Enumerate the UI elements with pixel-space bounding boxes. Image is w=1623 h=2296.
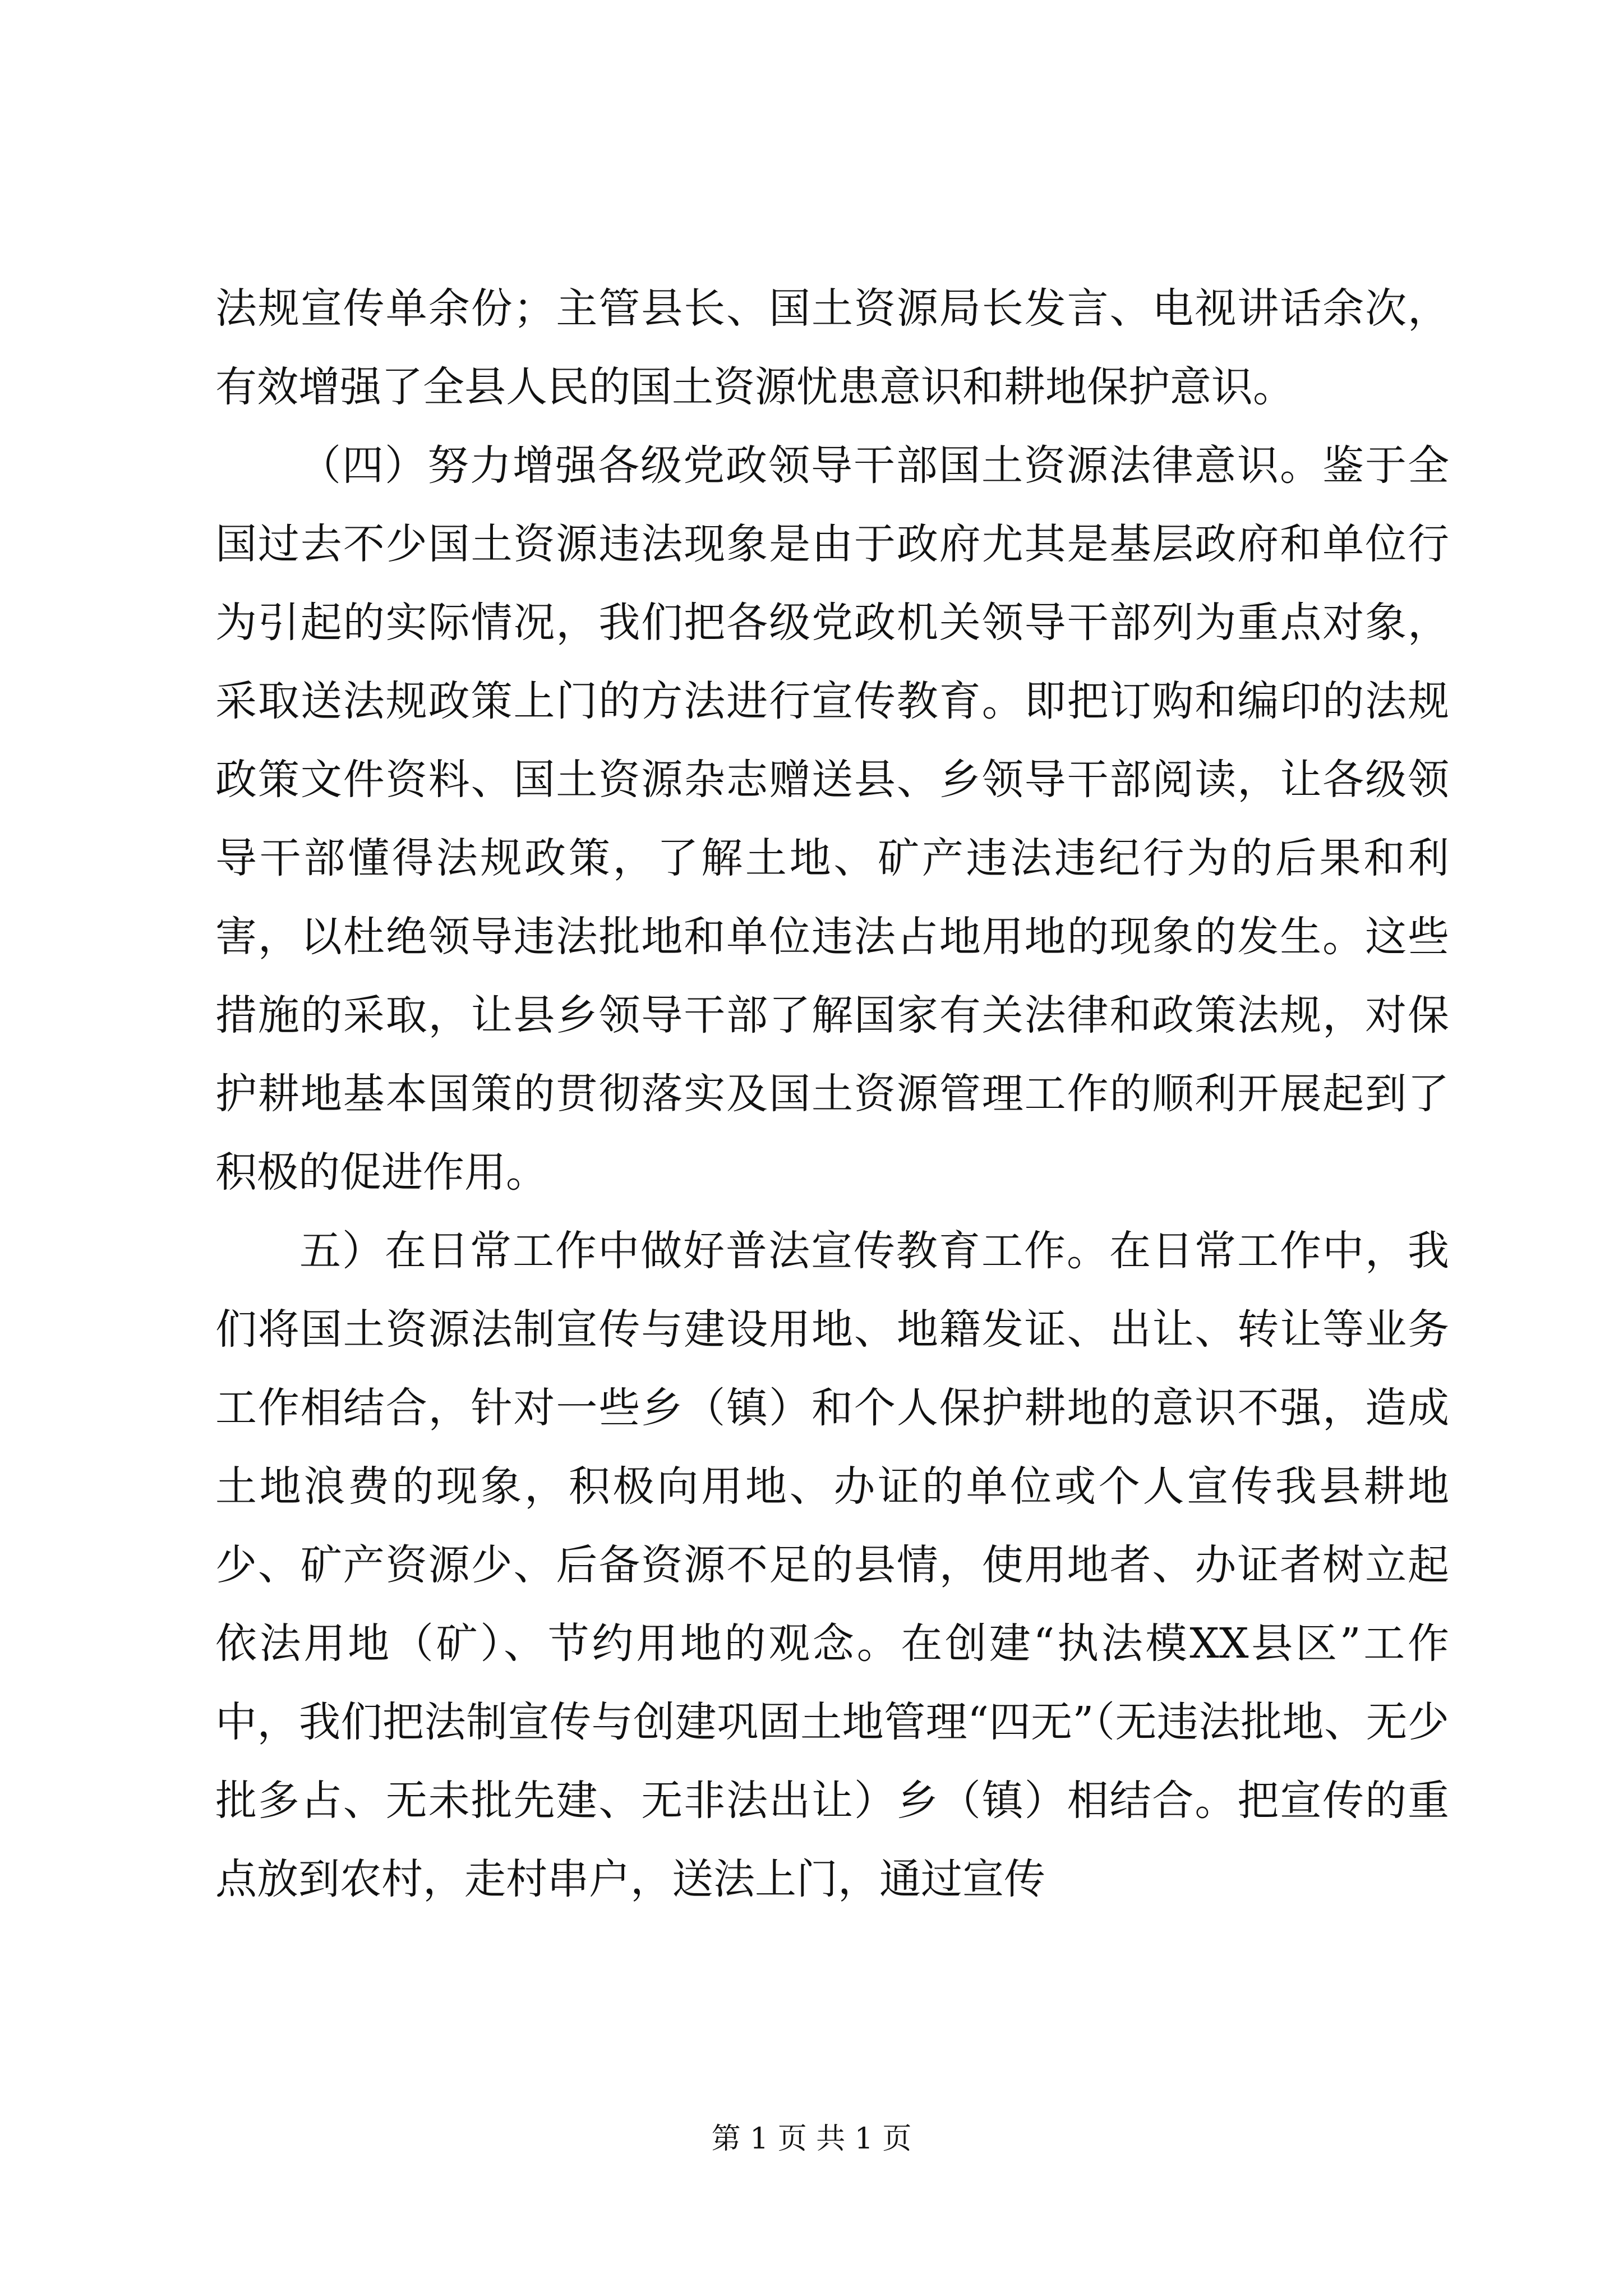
paragraph-3: 五）在日常工作中做好普法宣传教育工作。在日常工作中，我们将国土资源法制宣传与建设用地、地籍发证、出让、转让等业务工作相结合，针对一些乡（镇）和个人保护耕地的意识不强，造成土地浪费的现象，积极向用地、办证的单位或个人宣传我县耕地少、矿产资源少、后备资源不足的县情，使用地者、办证者树立起依法用地（矿）、节约用地的观念。在创建“执法模XX县区”工作中，我们把法制宣传与创建巩固土地管理“四无”（无违法批地、无少批多占、无未批先建、无非法出让）乡（镇）相结合。把宣传的重点放到农村，走村串户，送法上门，通过宣传 <box>215 1227 1449 1903</box>
page-footer: 第 1 页 共 1 页 <box>711 2122 912 2156</box>
paragraph-1: 法规宣传单余份；主管县长、国土资源局长发言、电视讲话余次，有效增强了全县人民的国土资源忧患意识和耕地保护意识。 <box>215 284 1449 411</box>
paragraph-2: （四）努力增强各级党政领导干部国土资源法律意识。鉴于全国过去不少国土资源违法现象是由于政府尤其是基层政府和单位行为引起的实际情况，我们把各级党政机关领导干部列为重点对象，采取送法规政策上门的方法进行宣传教育。即把订购和编印的法规政策文件资料、国土资源杂志赠送县、乡领导干部阅读，让各级领导干部懂得法规政策，了解土地、矿产违法违纪行为的后果和利害，以杜绝领导违法批地和单位违法占地用地的现象的发生。这些措施的采取，让县乡领导干部了解国家有关法律和政策法规，对保护耕地基本国策的贯彻落实及国土资源管理工作的顺利开展起到了积极的促进作用。 <box>215 441 1449 1197</box>
document-body <box>215 269 1449 1918</box>
